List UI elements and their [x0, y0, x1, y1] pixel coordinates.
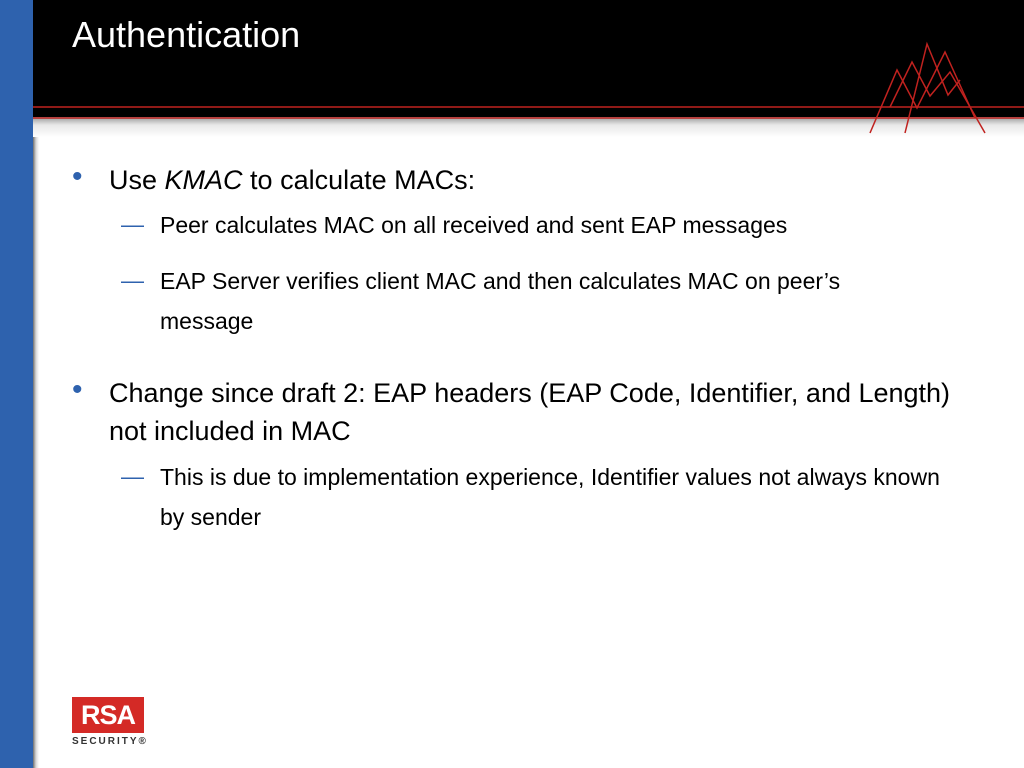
bullet-item	[109, 161, 989, 199]
rsa-security-logo	[72, 697, 162, 755]
bullet-text-suffix: to calculate MACs:	[242, 165, 476, 195]
subbullet-marker: —	[121, 267, 144, 293]
bullet-marker: •	[72, 373, 83, 406]
logo-subtitle: SECURITY®	[72, 736, 148, 747]
bullet-item: Change since draft 2: EAP headers (EAP Code, Identifier, and Length) not included in MAC	[109, 378, 951, 446]
subbullet-item: This is due to implementation experience, Identifier values not always known by sender	[160, 464, 940, 530]
logo-wordmark: RSA	[80, 699, 135, 730]
subbullet-marker: —	[121, 211, 144, 237]
page-title: Authentication	[72, 14, 301, 55]
subbullet-item: EAP Server verifies client MAC and then calculates MAC on peer’s message	[160, 268, 841, 334]
bullet-emphasis: KMAC	[164, 165, 243, 195]
subbullet-marker: —	[121, 463, 144, 489]
subbullet-item: Peer calculates MAC on all received and sent EAP messages	[160, 212, 788, 238]
bullet-marker: •	[72, 160, 83, 193]
bullet-text-prefix: Use	[109, 165, 165, 195]
logo-box	[72, 697, 144, 733]
